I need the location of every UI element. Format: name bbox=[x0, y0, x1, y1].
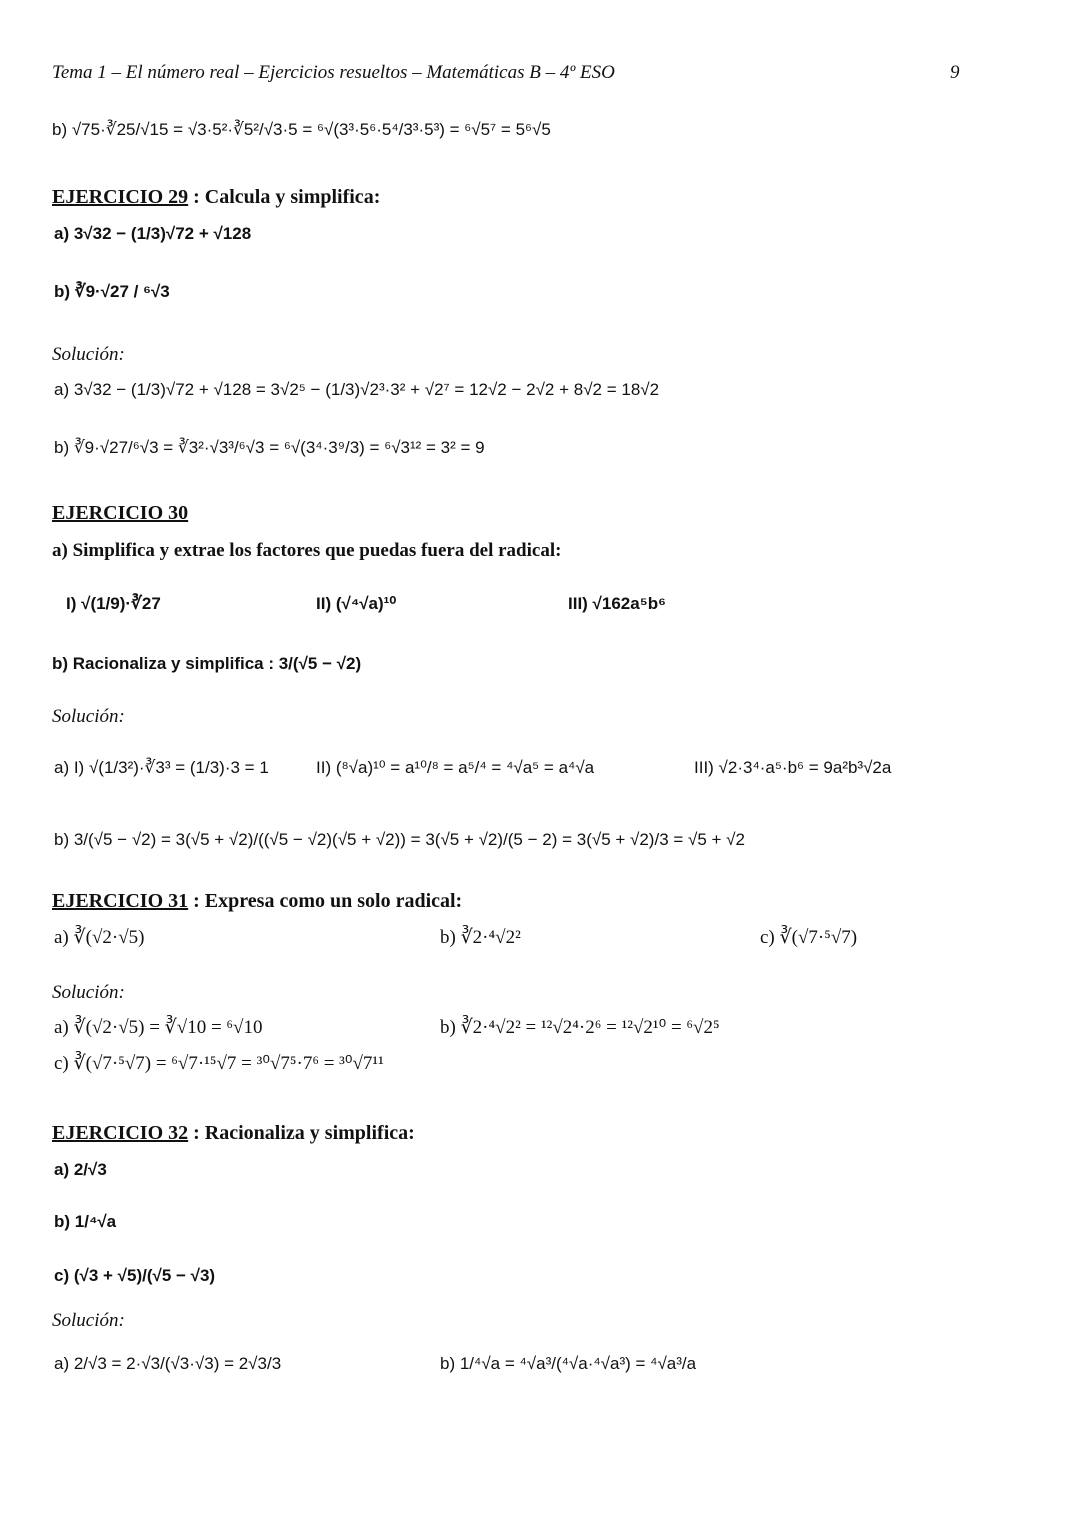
exercise-30-solution-a-III: III) √2·3⁴·a⁵·b⁶ = 9a²b³√2a bbox=[694, 758, 892, 777]
exercise-31-statement: : Expresa como un solo radical: bbox=[188, 890, 463, 912]
exercise-32-title: EJERCICIO 32 bbox=[52, 1122, 189, 1144]
exercise-31-a: a) ∛(√2·√5) bbox=[54, 927, 145, 948]
exercise-32-solution-b: b) 1/⁴√a = ⁴√a³/(⁴√a·⁴√a³) = ⁴√a³/a bbox=[440, 1354, 697, 1373]
page-header: Tema 1 – El número real – Ejercicios resueltos – Matemáticas B – 4º ESO bbox=[52, 62, 615, 83]
exercise-30-solution-label: Solución: bbox=[52, 706, 125, 727]
exercise-32-statement: : Racionaliza y simplifica: bbox=[188, 1122, 415, 1144]
exercise-30-b-statement: b) Racionaliza y simplifica : 3/(√5 − √2) bbox=[52, 654, 362, 673]
exercise-32-heading bbox=[52, 1122, 415, 1145]
previous-solution-b: b) √75·∛25/√15 = √3·5²·∛5²/√3·5 = ⁶√(3³·5⁶·5⁴/3³·5³) = ⁶√5⁷ = 5⁶√5 bbox=[52, 120, 551, 139]
exercise-32-b: b) 1/⁴√a bbox=[54, 1212, 117, 1231]
page-number: 9 bbox=[950, 62, 960, 83]
exercise-32-c: c) (√3 + √5)/(√5 − √3) bbox=[54, 1266, 216, 1285]
exercise-30-solution-a-II: II) (⁸√a)¹⁰ = a¹⁰/⁸ = a⁵/⁴ = ⁴√a⁵ = a⁴√a bbox=[316, 758, 595, 777]
exercise-30-a-II: II) (√⁴√a)¹⁰ bbox=[316, 594, 397, 613]
exercise-31-heading bbox=[52, 890, 462, 913]
exercise-29-b: b) ∛9·√27 / ⁶√3 bbox=[54, 282, 170, 301]
exercise-31-b: b) ∛2·⁴√2² bbox=[440, 927, 521, 948]
exercise-29-title: EJERCICIO 29 bbox=[52, 186, 189, 208]
exercise-32-solution-a: a) 2/√3 = 2·√3/(√3·√3) = 2√3/3 bbox=[54, 1354, 282, 1373]
exercise-29-heading bbox=[52, 186, 380, 209]
exercise-30-solution-b: b) 3/(√5 − √2) = 3(√5 + √2)/((√5 − √2)(√5 + √2)) = 3(√5 + √2)/(5 − 2) = 3(√5 + √2)/3 = √5 + √2 bbox=[54, 830, 745, 849]
exercise-29-solution-a: a) 3√32 − (1/3)√72 + √128 = 3√2⁵ − (1/3)√2³·3² + √2⁷ = 12√2 − 2√2 + 8√2 = 18√2 bbox=[54, 380, 660, 399]
exercise-30-a-III: III) √162a⁵b⁶ bbox=[568, 594, 666, 613]
exercise-32-a: a) 2/√3 bbox=[54, 1160, 107, 1179]
exercise-30-a-I: I) √(1/9)·∛27 bbox=[66, 594, 161, 613]
exercise-31-title: EJERCICIO 31 bbox=[52, 890, 189, 912]
exercise-29-solution-label: Solución: bbox=[52, 344, 125, 365]
exercise-29-solution-b: b) ∛9·√27/⁶√3 = ∛3²·√3³/⁶√3 = ⁶√(3⁴·3⁹/3) = ⁶√3¹² = 3² = 9 bbox=[54, 438, 485, 457]
exercise-30-solution-a-I: a) I) √(1/3²)·∛3³ = (1/3)·3 = 1 bbox=[54, 758, 269, 777]
exercise-30-title: EJERCICIO 30 bbox=[52, 502, 189, 524]
exercise-30-a-statement: a) Simplifica y extrae los factores que puedas fuera del radical: bbox=[52, 540, 562, 561]
exercise-29-statement: : Calcula y simplifica: bbox=[188, 186, 381, 208]
exercise-31-solution-b: b) ∛2·⁴√2² = ¹²√2⁴·2⁶ = ¹²√2¹⁰ = ⁶√2⁵ bbox=[440, 1017, 720, 1038]
exercise-31-c: c) ∛(√7·⁵√7) bbox=[760, 927, 858, 948]
exercise-31-solution-a: a) ∛(√2·√5) = ∛√10 = ⁶√10 bbox=[54, 1017, 263, 1038]
exercise-32-solution-label: Solución: bbox=[52, 1310, 125, 1331]
exercise-31-solution-label: Solución: bbox=[52, 982, 125, 1003]
exercise-30-heading bbox=[52, 502, 188, 525]
exercise-29-a: a) 3√32 − (1/3)√72 + √128 bbox=[54, 224, 252, 243]
exercise-31-solution-c: c) ∛(√7·⁵√7) = ⁶√7·¹⁵√7 = ³⁰√7⁵·7⁶ = ³⁰√7¹¹ bbox=[54, 1053, 384, 1074]
